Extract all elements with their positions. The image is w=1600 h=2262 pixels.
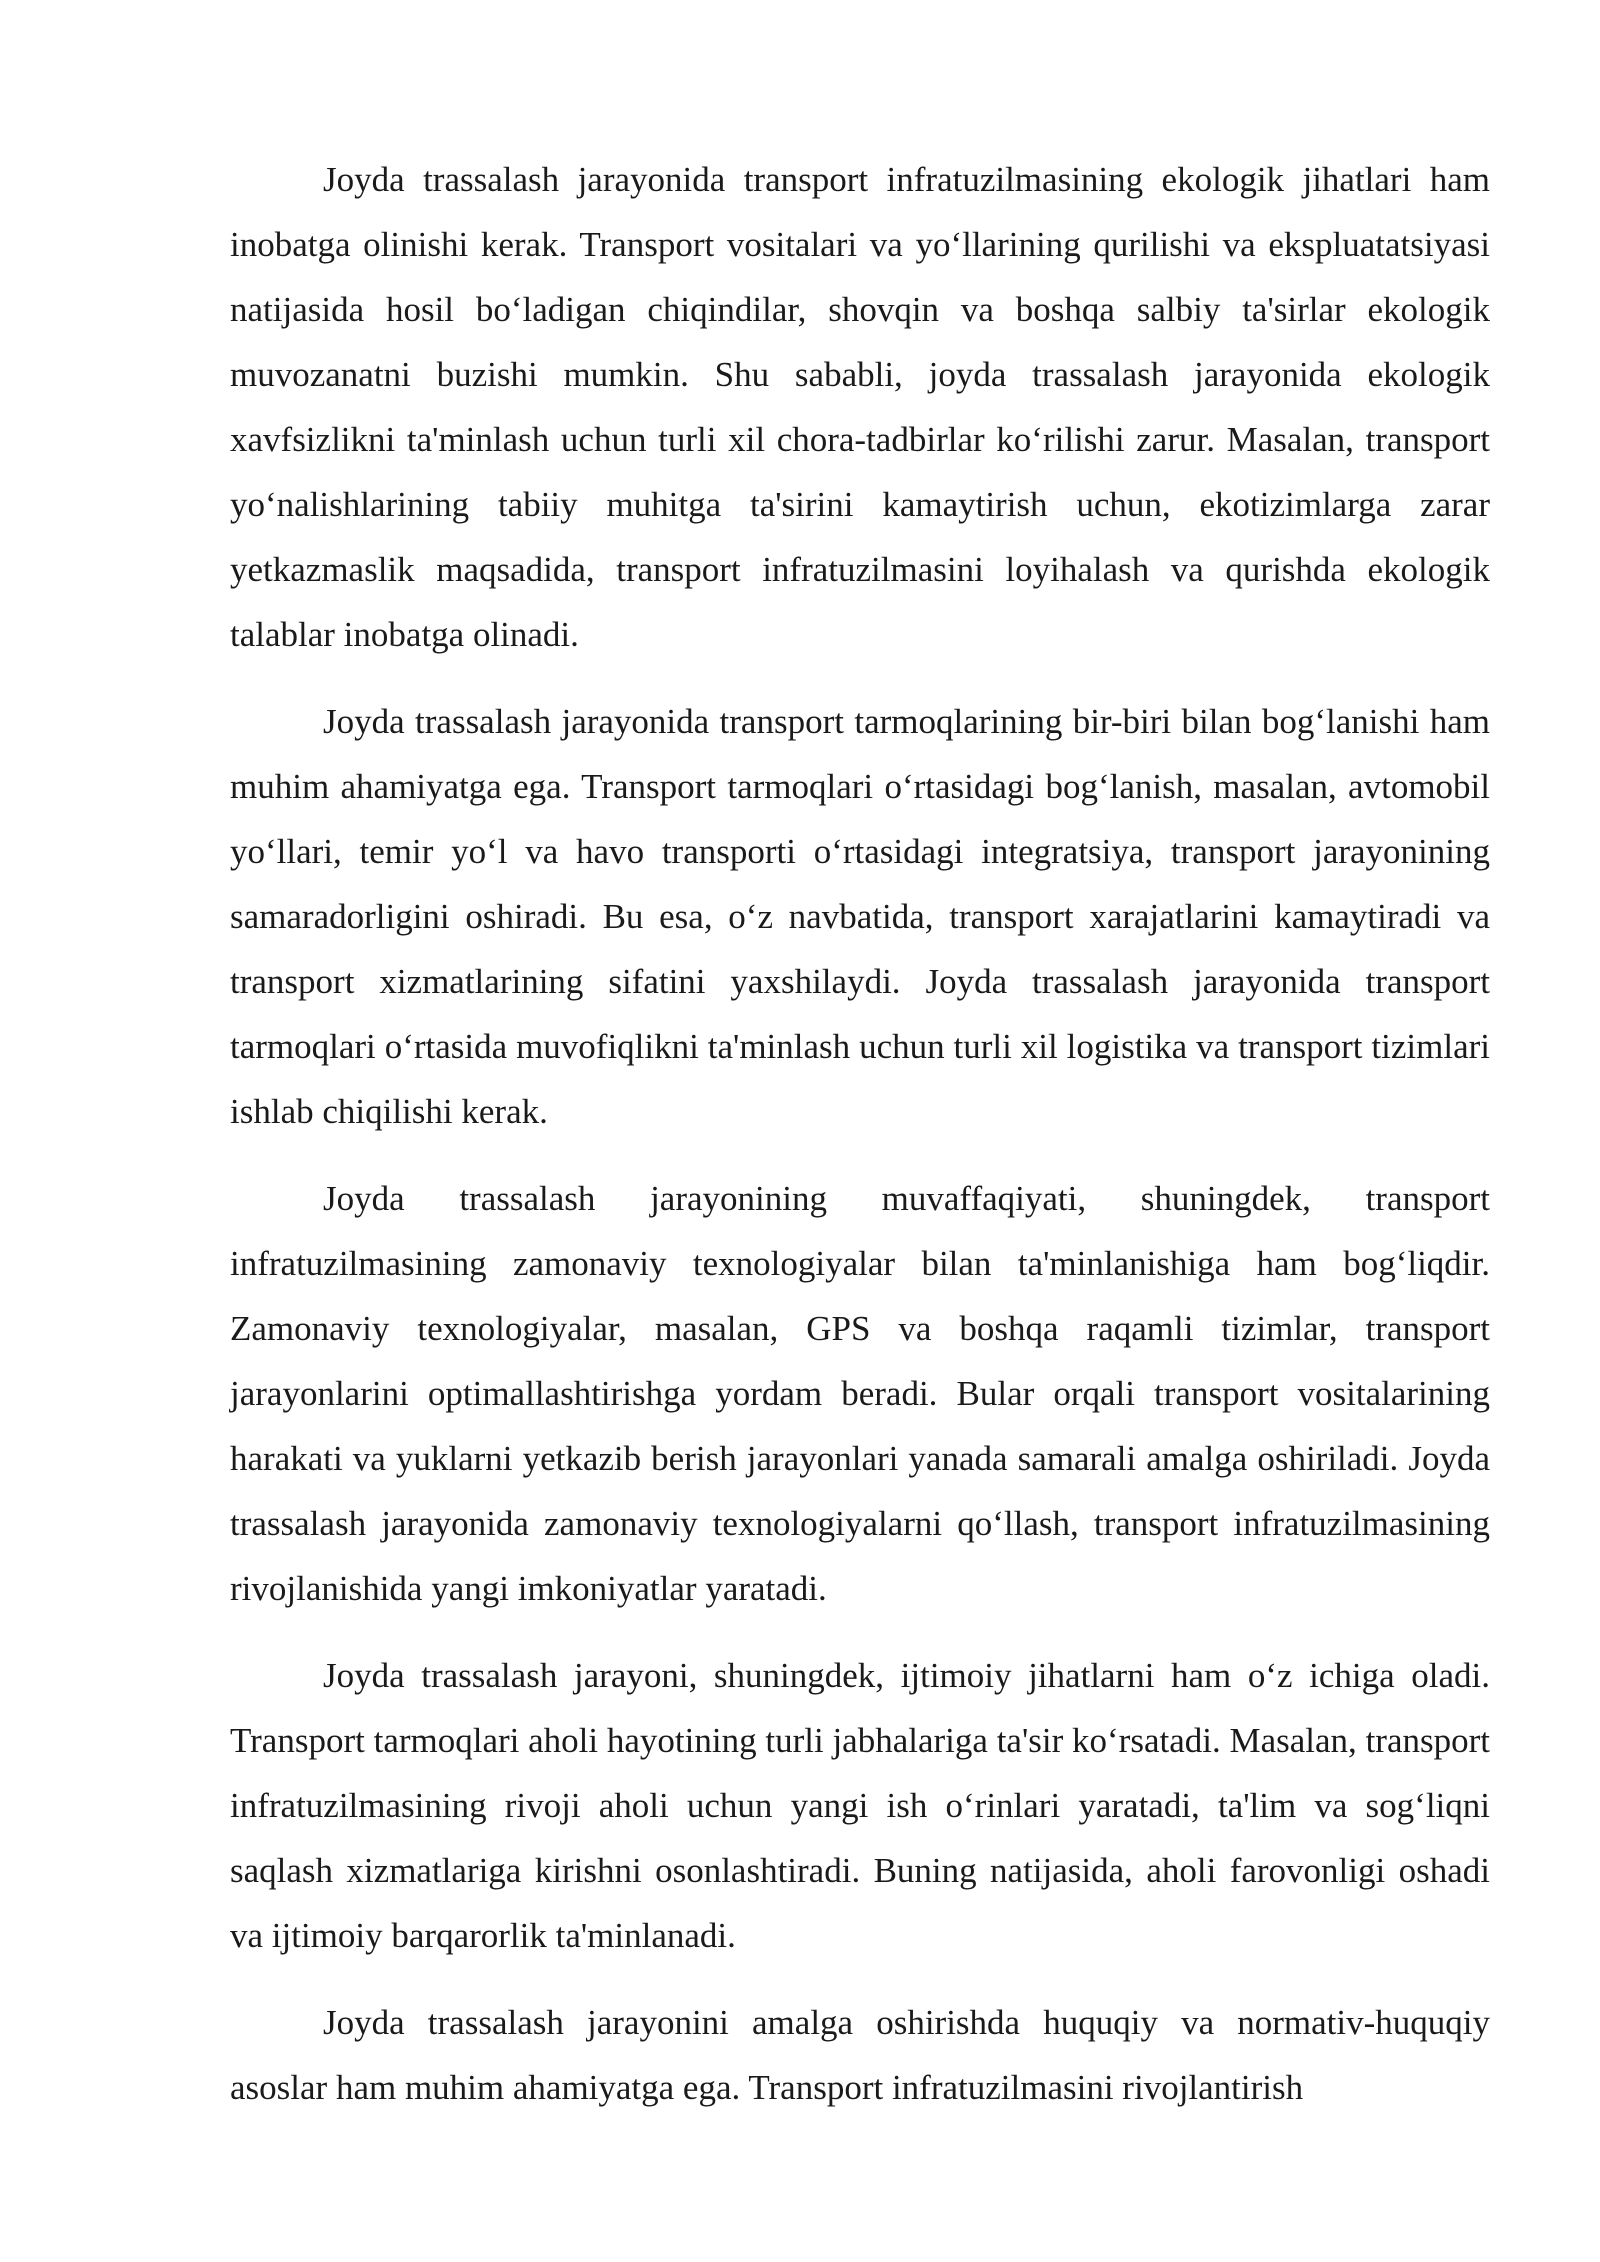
paragraph-social-aspects: Joyda trassalash jarayoni, shuningdek, ijtimoiy jihatlarni ham o‘z ichiga oladi. Transport tarmoqlari aholi hayotining turli jabhalariga ta'sir ko‘rsatadi. Masalan, transport infratuzilmasining rivoji aholi uchun yangi ish o‘rinlari yaratadi, ta'lim va sog‘liqni saqlash xizmatlariga kirishni osonlashtiradi. Buning natijasida, aholi farovonligi oshadi va ijtimoiy barqarorlik ta'minlanadi. <box>230 1656 1490 1955</box>
paragraph-legal-basis: Joyda trassalash jarayonini amalga oshirishda huquqiy va normativ-huquqiy asoslar ham muhim ahamiyatga ega. Transport infratuzilmasini rivojlantirish <box>230 2003 1490 2107</box>
document-body <box>230 147 1490 2120</box>
paragraph-modern-technologies: Joyda trassalash jarayonining muvaffaqiyati, shuningdek, transport infratuzilmasining zamonaviy texnologiyalar bilan ta'minlanishiga ham bog‘liqdir. Zamonaviy texnologiyalar, masalan, GPS va boshqa raqamli tizimlar, transport jarayonlarini optimallashtirishga yordam beradi. Bular orqali transport vositalarining harakati va yuklarni yetkazib berish jarayonlari yanada samarali amalga oshiriladi. Joyda trassalash jarayonida zamonaviy texnologiyalarni qo‘llash, transport infratuzilmasining rivojlanishida yangi imkoniyatlar yaratadi. <box>230 1179 1490 1608</box>
paragraph-network-integration: Joyda trassalash jarayonida transport tarmoqlarining bir-biri bilan bog‘lanishi ham muhim ahamiyatga ega. Transport tarmoqlari o‘rtasidagi bog‘lanish, masalan, avtomobil yo‘llari, temir yo‘l va havo transporti o‘rtasidagi integratsiya, transport jarayonining samaradorligini oshiradi. Bu esa, o‘z navbatida, transport xarajatlarini kamaytiradi va transport xizmatlarining sifatini yaxshilaydi. Joyda trassalash jarayonida transport tarmoqlari o‘rtasida muvofiqlikni ta'minlash uchun turli xil logistika va transport tizimlari ishlab chiqilishi kerak. <box>230 702 1490 1131</box>
paragraph-ecology: Joyda trassalash jarayonida transport infratuzilmasining ekologik jihatlari ham inobatga olinishi kerak. Transport vositalari va yo‘llarining qurilishi va ekspluatatsiyasi natijasida hosil bo‘ladigan chiqindilar, shovqin va boshqa salbiy ta'sirlar ekologik muvozanatni buzishi mumkin. Shu sababli, joyda trassalash jarayonida ekologik xavfsizlikni ta'minlash uchun turli xil chora-tadbirlar ko‘rilishi zarur. Masalan, transport yo‘nalishlarining tabiiy muhitga ta'sirini kamaytirish uchun, ekotizimlarga zarar yetkazmaslik maqsadida, transport infratuzilmasini loyihalash va qurishda ekologik talablar inobatga olinadi. <box>230 160 1490 654</box>
